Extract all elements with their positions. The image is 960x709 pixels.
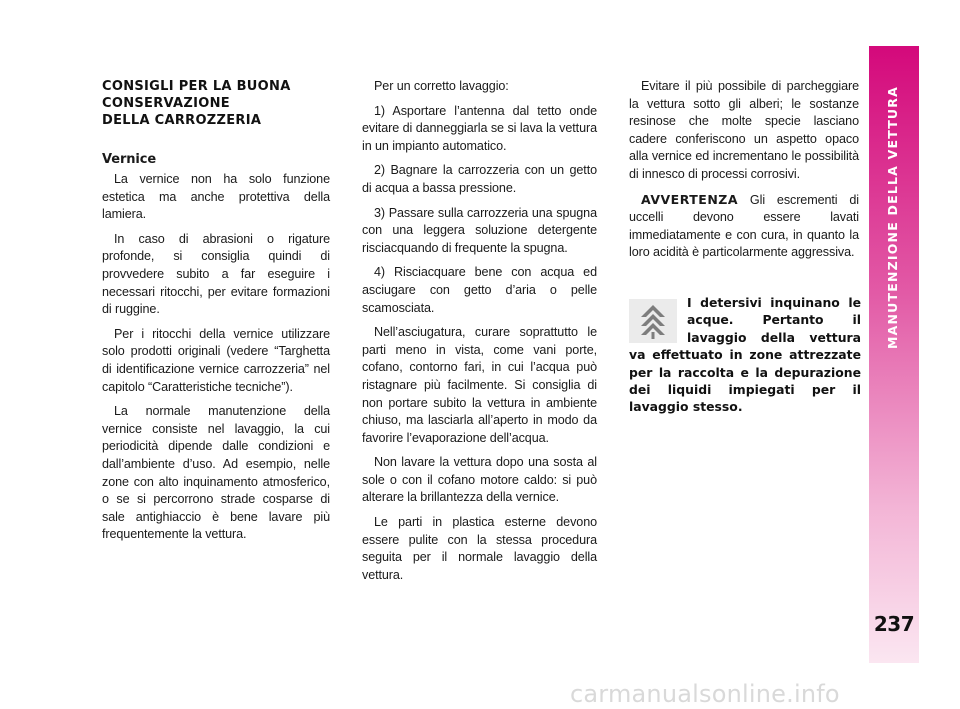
paragraph: Per un corretto lavaggio: [374, 79, 509, 93]
paragraph: Per i ritocchi della vernice utilizzare solo prodotti originali (vedere “Targhetta di identificazione vernice carrozzeria” nel capitolo “Caratteristiche tecniche”). [102, 326, 330, 394]
environment-note [629, 294, 861, 416]
subheading-vernice: Vernice [102, 152, 157, 167]
paragraph: 3) Passare sulla carrozzeria una spugna con una leggera soluzione detergente risciacquando di frequente la spugna. [362, 205, 597, 255]
paragraph: 4) Risciacquare bene con acqua ed asciugare con getto d’aria o pelle scamosciata. [362, 265, 597, 315]
section-title-line-3: DELLA CARROZZERIA [102, 113, 262, 128]
warning-label: AVVERTENZA [641, 191, 739, 207]
paragraph: In caso di abrasioni o rigature profonde, si consiglia quindi di provvedere subito a far eseguire i necessari ritocchi, per evitare formazioni di ruggine. [102, 231, 330, 317]
environment-tree-icon [629, 299, 677, 343]
paragraph: Evitare il più possibile di parcheggiare la vettura sotto gli alberi; le sostanze resinose che molte specie lasciano cadere conferiscono un aspetto opaco alla vernice ed incrementano le possibilità di innesco di processi corrosivi. [629, 79, 859, 181]
watermark: carmanualsonline.info [570, 680, 840, 708]
warning-text: Gli escrementi di uccelli devono essere lavati immediatamente e con cura, in quanto la loro acidità è particolarmente aggressiva. [629, 192, 859, 260]
page-number: 237 [873, 612, 915, 636]
section-title [102, 78, 330, 129]
section-title-line-1: CONSIGLI PER LA BUONA [102, 79, 291, 94]
column-3 [629, 78, 859, 269]
chapter-sidebar [869, 46, 919, 663]
paragraph: La vernice non ha solo funzione estetica ma anche protettiva della lamiera. [102, 172, 330, 222]
paragraph: La normale manutenzione della vernice consiste nel lavaggio, la cui periodicità dipende dalle condizioni e dall’ambiente d’uso. Ad esempio, nelle zone con alto inquinamento atmosferico, o se si percorrono strade cosparse di sale antighiaccio è bene lavare più frequentemente la vettura. [102, 404, 330, 542]
paragraph: Non lavare la vettura dopo una sosta al sole o con il cofano motore caldo: si può alterare la brillantezza della vernice. [362, 455, 597, 505]
column-1 [102, 78, 330, 551]
paragraph: Nell’asciugatura, curare soprattutto le parti meno in vista, come vani porte, cofano, contorno fari, in cui l’acqua può ristagnare più facilmente. Si consiglia di non portare subito la vettura in ambiente chiuso, ma lasciarla all’aperto in modo da favorire l’evaporazione dell’acqua. [362, 325, 597, 445]
warning-paragraph [629, 191, 859, 262]
paragraph: 1) Asportare l’antenna dal tetto onde evitare di danneggiarla se si lava la vettura in un impianto automatico. [362, 103, 597, 153]
chapter-title-area [869, 46, 919, 436]
chapter-title: MANUTENZIONE DELLA VETTURA [885, 86, 900, 350]
paragraph: 2) Bagnare la carrozzeria con un getto di acqua a bassa pressione. [362, 163, 597, 195]
paragraph: Le parti in plastica esterne devono essere pulite con la stessa procedura seguita per il normale lavaggio della vettura. [362, 515, 597, 582]
section-title-line-2: CONSERVAZIONE [102, 96, 230, 111]
environment-note-content: I detersivi inquinano le acque. Pertanto il lavaggio della vettura va effettuato in zone attrezzate per la raccolta e la depurazione dei liquidi impiegati per il lavaggio stesso. [629, 295, 861, 415]
column-2 [362, 78, 597, 591]
